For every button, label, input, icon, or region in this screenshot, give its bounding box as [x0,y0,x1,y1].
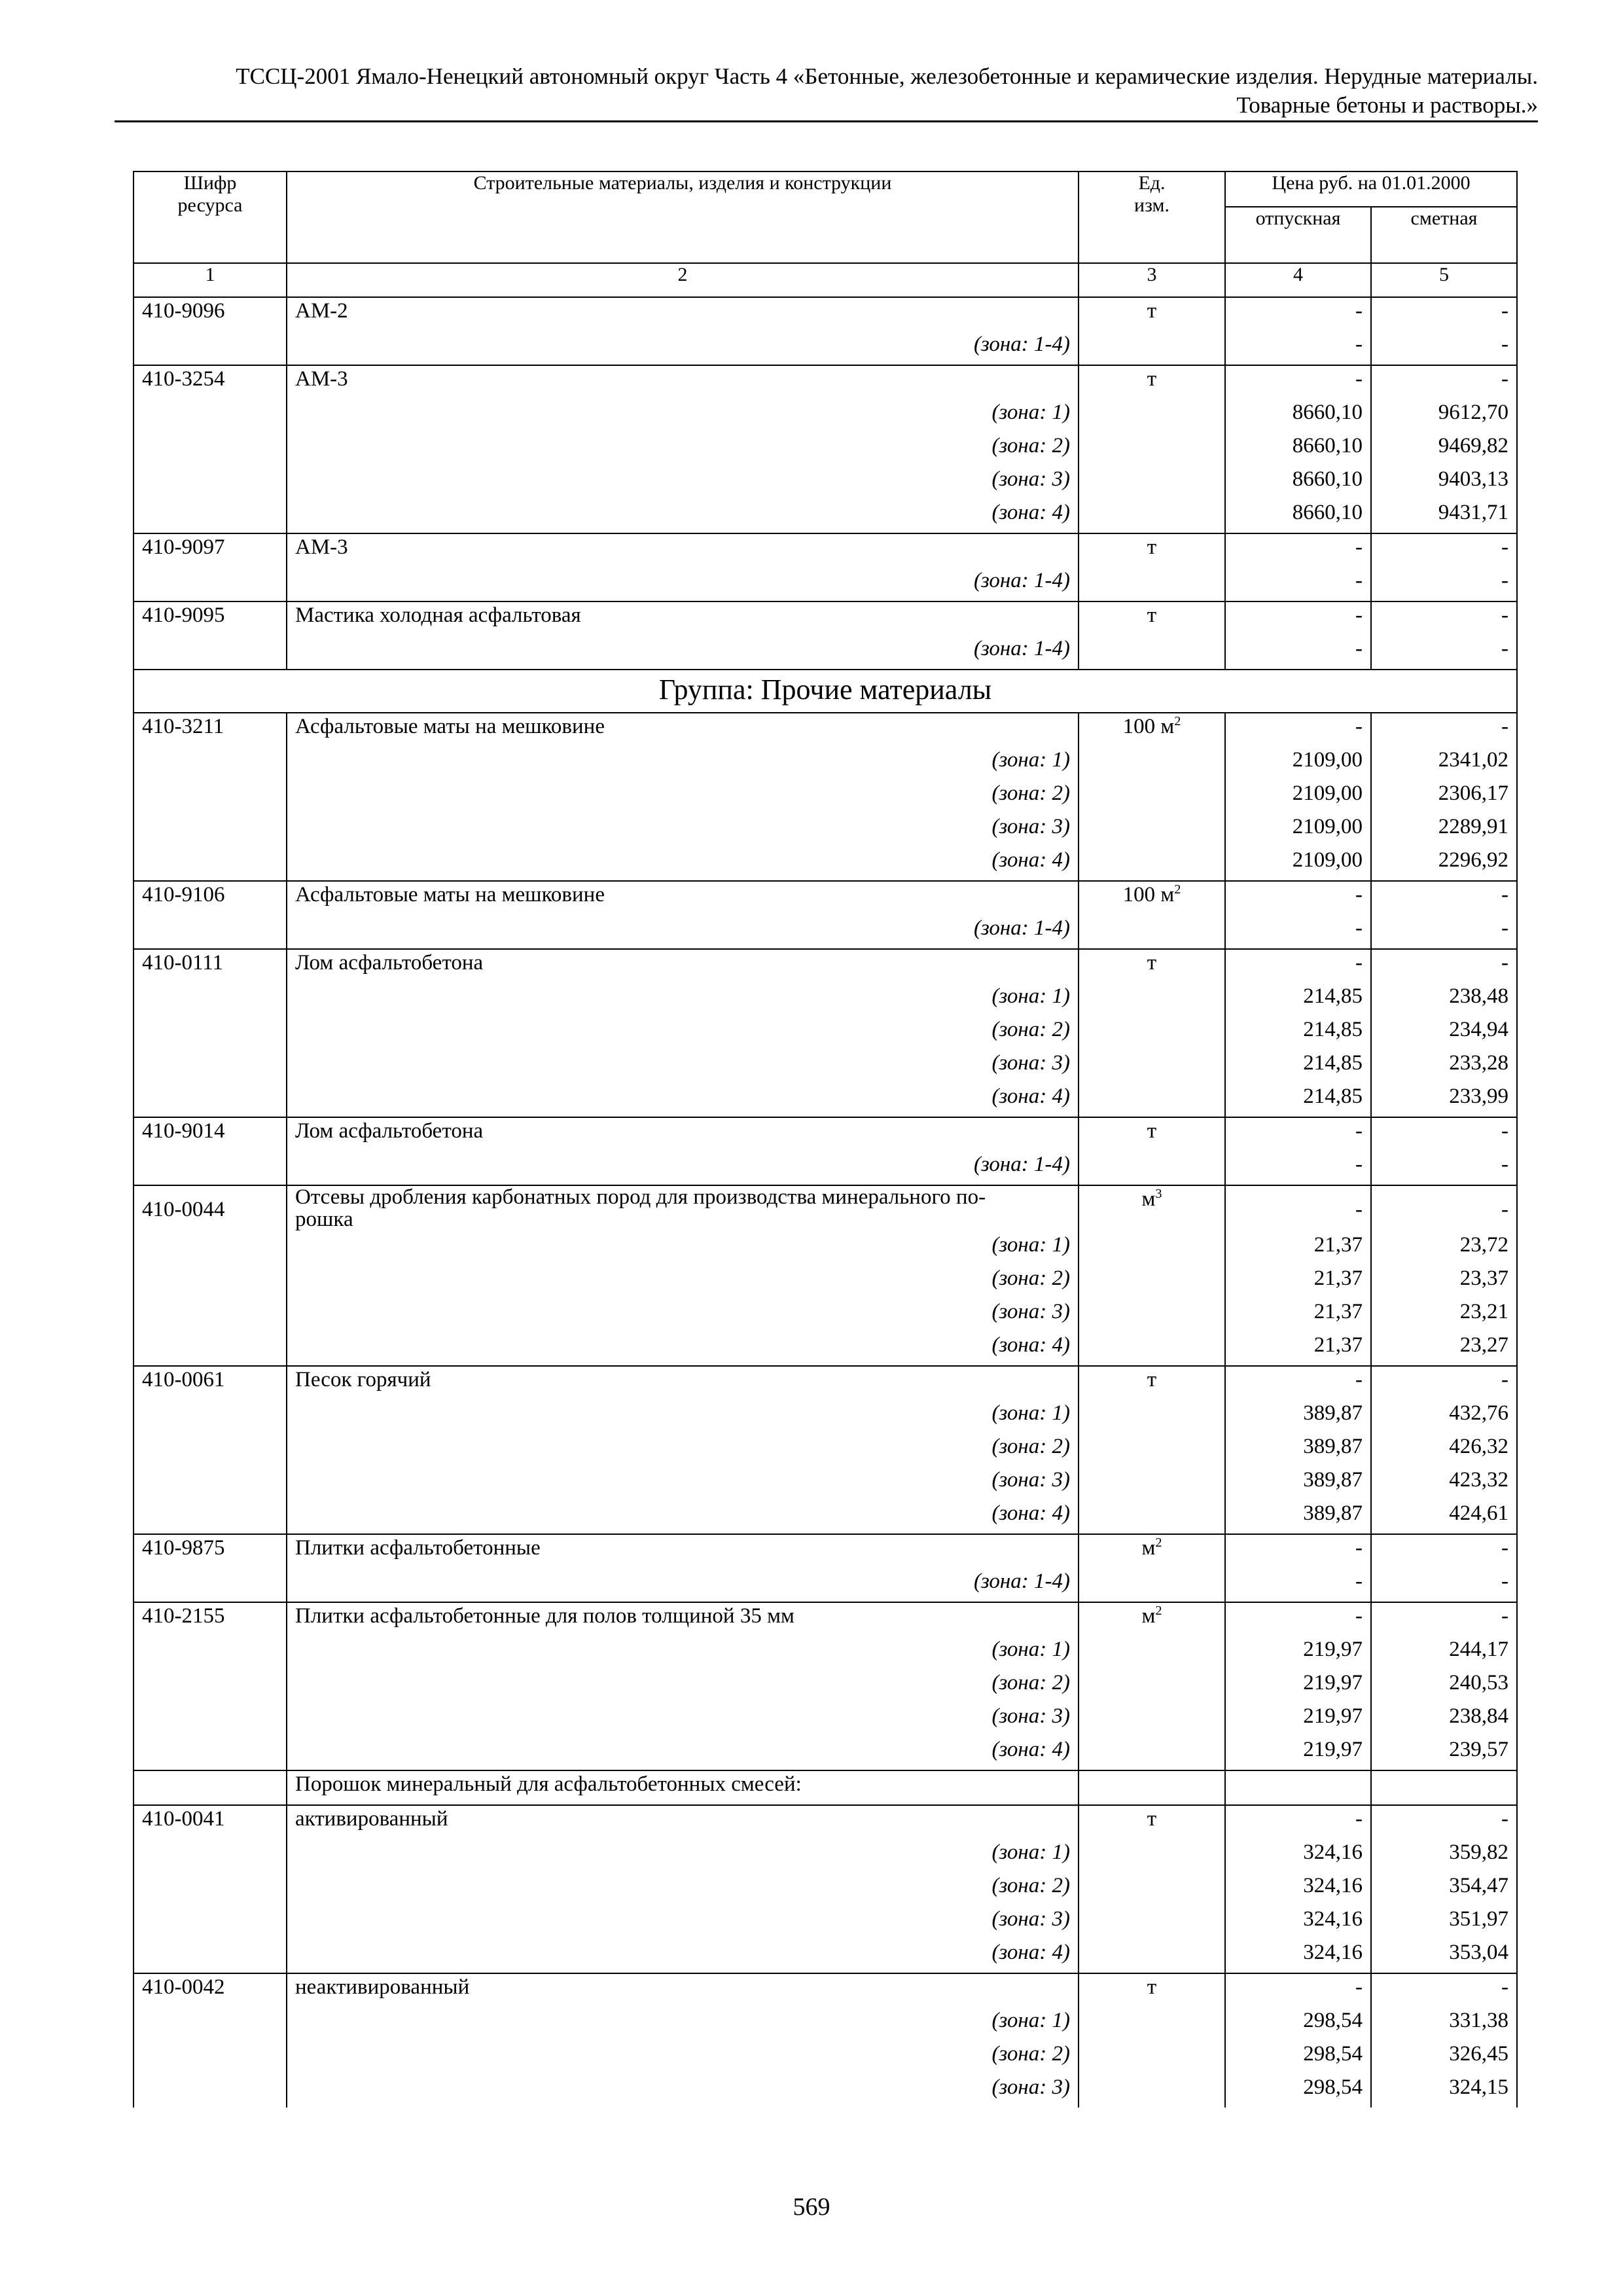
resource-code: 410-9097 [134,533,287,567]
estimate-price: 426,32 [1371,1433,1517,1467]
resource-code: 410-0044 [134,1185,287,1232]
col-number-2: 2 [287,263,1079,297]
resource-code: 410-2155 [134,1602,287,1636]
zone-row [134,1400,1517,1433]
estimate-price: - [1371,365,1517,399]
running-header [115,62,1538,120]
zone-row [134,636,1517,670]
resource-name: активированный [287,1805,1079,1839]
resource-name: Песок горячий [287,1366,1079,1400]
zone-label: (зона: 2) [287,1873,1079,1906]
estimate-price: 324,15 [1371,2074,1517,2108]
zone-row [134,1906,1517,1939]
estimate-price: 2296,92 [1371,847,1517,881]
release-price: - [1225,533,1371,567]
release-price: - [1225,949,1371,983]
release-price: 389,87 [1225,1400,1371,1433]
zone-label: (зона: 3) [287,1906,1079,1939]
estimate-price: - [1371,1366,1517,1400]
estimate-price: 23,27 [1371,1332,1517,1366]
unit: т [1079,1117,1225,1151]
estimate-price: - [1371,567,1517,601]
resource-name: Асфальтовые маты на мешковине [287,713,1079,747]
estimate-price: 244,17 [1371,1636,1517,1670]
release-price: 219,97 [1225,1703,1371,1736]
estimate-price: - [1371,1185,1517,1232]
zone-row [134,1151,1517,1185]
resource-code: 410-3254 [134,365,287,399]
zone-label: (зона: 1) [287,747,1079,780]
zone-label: (зона: 2) [287,1265,1079,1299]
release-price: 324,16 [1225,1873,1371,1906]
zone-row [134,983,1517,1016]
unit: 100 $м^2$ [1079,881,1225,915]
zone-row [134,1500,1517,1534]
release-price: - [1225,1602,1371,1636]
table-row [134,1117,1517,1151]
release-price: - [1225,1151,1371,1185]
group-row [134,670,1517,713]
col-number-1: 1 [134,263,287,297]
estimate-price: 23,72 [1371,1232,1517,1265]
resource-name: Плитки асфальтобетонные [287,1534,1079,1568]
resource-code: 410-0042 [134,1973,287,2007]
zone-row [134,1016,1517,1050]
estimate-price: 354,47 [1371,1873,1517,1906]
zone-label: (зона: 4) [287,499,1079,533]
header-line-2: Товарные бетоны и растворы.» [1236,92,1538,118]
zone-label: (зона: 3) [287,2074,1079,2108]
release-price: 214,85 [1225,983,1371,1016]
release-price: - [1225,713,1371,747]
col-header-code: Шифр ресурса [134,171,287,263]
resource-name-line-2: рошка [295,1208,353,1231]
zone-row [134,399,1517,433]
release-price: 2109,00 [1225,780,1371,814]
release-price: - [1225,1185,1371,1232]
resource-code: 410-9096 [134,297,287,331]
zone-label: (зона: 1) [287,2007,1079,2041]
estimate-price: 2289,91 [1371,814,1517,847]
zone-label: (зона: 1-4) [287,1568,1079,1602]
release-price: 8660,10 [1225,499,1371,533]
zone-row [134,1670,1517,1703]
estimate-price: - [1371,1568,1517,1602]
resource-name: неактивированный [287,1973,1079,2007]
estimate-price: 23,21 [1371,1299,1517,1332]
release-price: 324,16 [1225,1906,1371,1939]
unit: т [1079,1805,1225,1839]
release-price: 298,54 [1225,2007,1371,2041]
estimate-price: 432,76 [1371,1400,1517,1433]
release-price: 21,37 [1225,1232,1371,1265]
zone-row [134,1299,1517,1332]
zone-row [134,567,1517,601]
zone-row [134,2074,1517,2108]
estimate-price: - [1371,1117,1517,1151]
zone-row [134,847,1517,881]
zone-row [134,1839,1517,1873]
resource-name: Лом асфальтобетона [287,949,1079,983]
zone-label: (зона: 4) [287,1939,1079,1973]
estimate-price: - [1371,1151,1517,1185]
estimate-price: 423,32 [1371,1467,1517,1500]
zone-row [134,1232,1517,1265]
zone-row [134,1568,1517,1602]
zone-row [134,747,1517,780]
release-price: - [1225,1366,1371,1400]
estimate-price: - [1371,533,1517,567]
release-price: 2109,00 [1225,847,1371,881]
release-price: 2109,00 [1225,747,1371,780]
estimate-price: 238,48 [1371,983,1517,1016]
resource-code: 410-9095 [134,601,287,636]
zone-row [134,2041,1517,2074]
release-price: 21,37 [1225,1332,1371,1366]
zone-label: (зона: 2) [287,2041,1079,2074]
estimate-price: - [1371,1534,1517,1568]
estimate-price: - [1371,636,1517,670]
release-price: - [1225,297,1371,331]
zone-label: (зона: 1) [287,399,1079,433]
release-price: - [1225,915,1371,949]
table-body [134,297,1517,2108]
unit: т [1079,1973,1225,2007]
table-row [134,297,1517,331]
zone-row [134,466,1517,499]
resource-code: 410-9014 [134,1117,287,1151]
estimate-price: 353,04 [1371,1939,1517,1973]
col-number-5: 5 [1371,263,1517,297]
table-row [134,1602,1517,1636]
zone-row [134,1636,1517,1670]
zone-label: (зона: 1) [287,1839,1079,1873]
resource-name [287,1185,1079,1232]
zone-label: (зона: 3) [287,1703,1079,1736]
release-price: - [1225,365,1371,399]
release-price: 21,37 [1225,1299,1371,1332]
release-price: 214,85 [1225,1083,1371,1117]
resource-name: АМ-2 [287,297,1079,331]
unit: т [1079,601,1225,636]
estimate-price: - [1371,1805,1517,1839]
col-header-unit: Ед. изм. [1079,171,1225,263]
release-price: 8660,10 [1225,433,1371,466]
col-header-name: Строительные материалы, изделия и конструкции [287,171,1079,263]
unit: т [1079,949,1225,983]
zone-row [134,915,1517,949]
resource-code: 410-3211 [134,713,287,747]
zone-label: (зона: 1-4) [287,331,1079,365]
unit: т [1079,533,1225,567]
table-row [134,1805,1517,1839]
zone-label: (зона: 3) [287,1467,1079,1500]
unit: $м^2$ [1079,1602,1225,1636]
estimate-price: 331,38 [1371,2007,1517,2041]
release-price: - [1225,1805,1371,1839]
estimate-price: 326,45 [1371,2041,1517,2074]
estimate-price: 359,82 [1371,1839,1517,1873]
estimate-price: - [1371,331,1517,365]
estimate-price: 23,37 [1371,1265,1517,1299]
zone-label: (зона: 1) [287,1400,1079,1433]
release-price: 214,85 [1225,1050,1371,1083]
estimate-price: 2306,17 [1371,780,1517,814]
zone-row [134,433,1517,466]
unit: $м^3$ [1079,1185,1225,1232]
table-header [134,171,1517,297]
resource-name: Лом асфальтобетона [287,1117,1079,1151]
zone-row [134,1736,1517,1770]
estimate-price: - [1371,1973,1517,2007]
estimate-price: 9612,70 [1371,399,1517,433]
estimate-price: - [1371,1602,1517,1636]
release-price: 298,54 [1225,2041,1371,2074]
zone-row [134,1265,1517,1299]
zone-row [134,2007,1517,2041]
table-row [134,1185,1517,1232]
header-rule [115,120,1538,122]
zone-label: (зона: 3) [287,1050,1079,1083]
release-price: 214,85 [1225,1016,1371,1050]
table-row [134,601,1517,636]
header-line-1: ТССЦ-2001 Ямало-Ненецкий автономный округ Часть 4 «Бетонные, железобетонные и керамические изделия. Нерудные материалы. [236,63,1538,89]
zone-label: (зона: 2) [287,1016,1079,1050]
zone-label: (зона: 1) [287,983,1079,1016]
zone-label: (зона: 4) [287,1332,1079,1366]
price-table [133,171,1518,2108]
zone-label: (зона: 1-4) [287,915,1079,949]
zone-label: (зона: 1-4) [287,636,1079,670]
zone-row [134,1703,1517,1736]
zone-row [134,1467,1517,1500]
unit: т [1079,297,1225,331]
estimate-price: 424,61 [1371,1500,1517,1534]
unit: $м^2$ [1079,1534,1225,1568]
zone-label: (зона: 1) [287,1232,1079,1265]
estimate-price: 239,57 [1371,1736,1517,1770]
release-price: 8660,10 [1225,399,1371,433]
zone-label: (зона: 2) [287,780,1079,814]
estimate-price: - [1371,297,1517,331]
release-price: - [1225,601,1371,636]
unit: 100 $м^2$ [1079,713,1225,747]
estimate-price: 351,97 [1371,1906,1517,1939]
release-price: 389,87 [1225,1500,1371,1534]
resource-name: Асфальтовые маты на мешковине [287,881,1079,915]
resource-code: 410-0041 [134,1805,287,1839]
estimate-price: 238,84 [1371,1703,1517,1736]
zone-row [134,499,1517,533]
estimate-price: - [1371,713,1517,747]
zone-label: (зона: 4) [287,1083,1079,1117]
subheading-text: Порошок минеральный для асфальтобетонных смесей: [287,1770,1079,1805]
estimate-price: 9403,13 [1371,466,1517,499]
release-price: 324,16 [1225,1939,1371,1973]
release-price: 2109,00 [1225,814,1371,847]
release-price: - [1225,881,1371,915]
unit: т [1079,1366,1225,1400]
zone-label: (зона: 3) [287,466,1079,499]
zone-label: (зона: 4) [287,1736,1079,1770]
estimate-price: - [1371,601,1517,636]
estimate-price: 234,94 [1371,1016,1517,1050]
estimate-price: 9469,82 [1371,433,1517,466]
page-number: 569 [793,2193,830,2221]
col-header-price-group: Цена руб. на 01.01.2000 [1225,171,1517,207]
zone-row [134,331,1517,365]
col-header-estimate-price: сметная [1371,207,1517,263]
col-number-4: 4 [1225,263,1371,297]
table-row [134,713,1517,747]
zone-label: (зона: 1) [287,1636,1079,1670]
table-row [134,1973,1517,2007]
release-price: 219,97 [1225,1736,1371,1770]
resource-code: 410-9106 [134,881,287,915]
estimate-price: 9431,71 [1371,499,1517,533]
estimate-price: 233,99 [1371,1083,1517,1117]
estimate-price: - [1371,881,1517,915]
table-row [134,949,1517,983]
release-price: 324,16 [1225,1839,1371,1873]
release-price: 8660,10 [1225,466,1371,499]
estimate-price: 233,28 [1371,1050,1517,1083]
release-price: 21,37 [1225,1265,1371,1299]
zone-label: (зона: 4) [287,1500,1079,1534]
zone-label: (зона: 3) [287,1299,1079,1332]
resource-name: Мастика холодная асфальтовая [287,601,1079,636]
col-number-3: 3 [1079,263,1225,297]
table-row [134,365,1517,399]
zone-label: (зона: 2) [287,433,1079,466]
zone-label: (зона: 4) [287,847,1079,881]
release-price: 298,54 [1225,2074,1371,2108]
release-price: 219,97 [1225,1636,1371,1670]
group-title: Группа: Прочие материалы [134,670,1517,713]
resource-name: Плитки асфальтобетонные для полов толщиной 35 мм [287,1602,1079,1636]
release-price: - [1225,331,1371,365]
resource-code: 410-9875 [134,1534,287,1568]
resource-code: 410-0061 [134,1366,287,1400]
zone-label: (зона: 3) [287,814,1079,847]
estimate-price: - [1371,915,1517,949]
table-row [134,1534,1517,1568]
resource-name: АМ-3 [287,533,1079,567]
release-price: - [1225,1973,1371,2007]
zone-row [134,814,1517,847]
estimate-price: 240,53 [1371,1670,1517,1703]
estimate-price: 2341,02 [1371,747,1517,780]
resource-name: АМ-3 [287,365,1079,399]
subheading-row [134,1770,1517,1805]
zone-row [134,1433,1517,1467]
release-price: 389,87 [1225,1467,1371,1500]
resource-code: 410-0111 [134,949,287,983]
table-row [134,533,1517,567]
release-price: - [1225,1117,1371,1151]
table-row [134,881,1517,915]
release-price: - [1225,1568,1371,1602]
release-price: - [1225,1534,1371,1568]
release-price: 219,97 [1225,1670,1371,1703]
zone-label: (зона: 2) [287,1670,1079,1703]
zone-row [134,1939,1517,1973]
col-header-release-price: отпускная [1225,207,1371,263]
zone-row [134,1873,1517,1906]
zone-row [134,780,1517,814]
zone-row [134,1083,1517,1117]
zone-label: (зона: 1-4) [287,1151,1079,1185]
zone-row [134,1050,1517,1083]
zone-row [134,1332,1517,1366]
unit: т [1079,365,1225,399]
resource-name-line-1: Отсевы дробления карбонатных пород для производства минерального по- [295,1185,986,1209]
release-price: - [1225,567,1371,601]
release-price: 389,87 [1225,1433,1371,1467]
table-row [134,1366,1517,1400]
zone-label: (зона: 2) [287,1433,1079,1467]
zone-label: (зона: 1-4) [287,567,1079,601]
estimate-price: - [1371,949,1517,983]
release-price: - [1225,636,1371,670]
